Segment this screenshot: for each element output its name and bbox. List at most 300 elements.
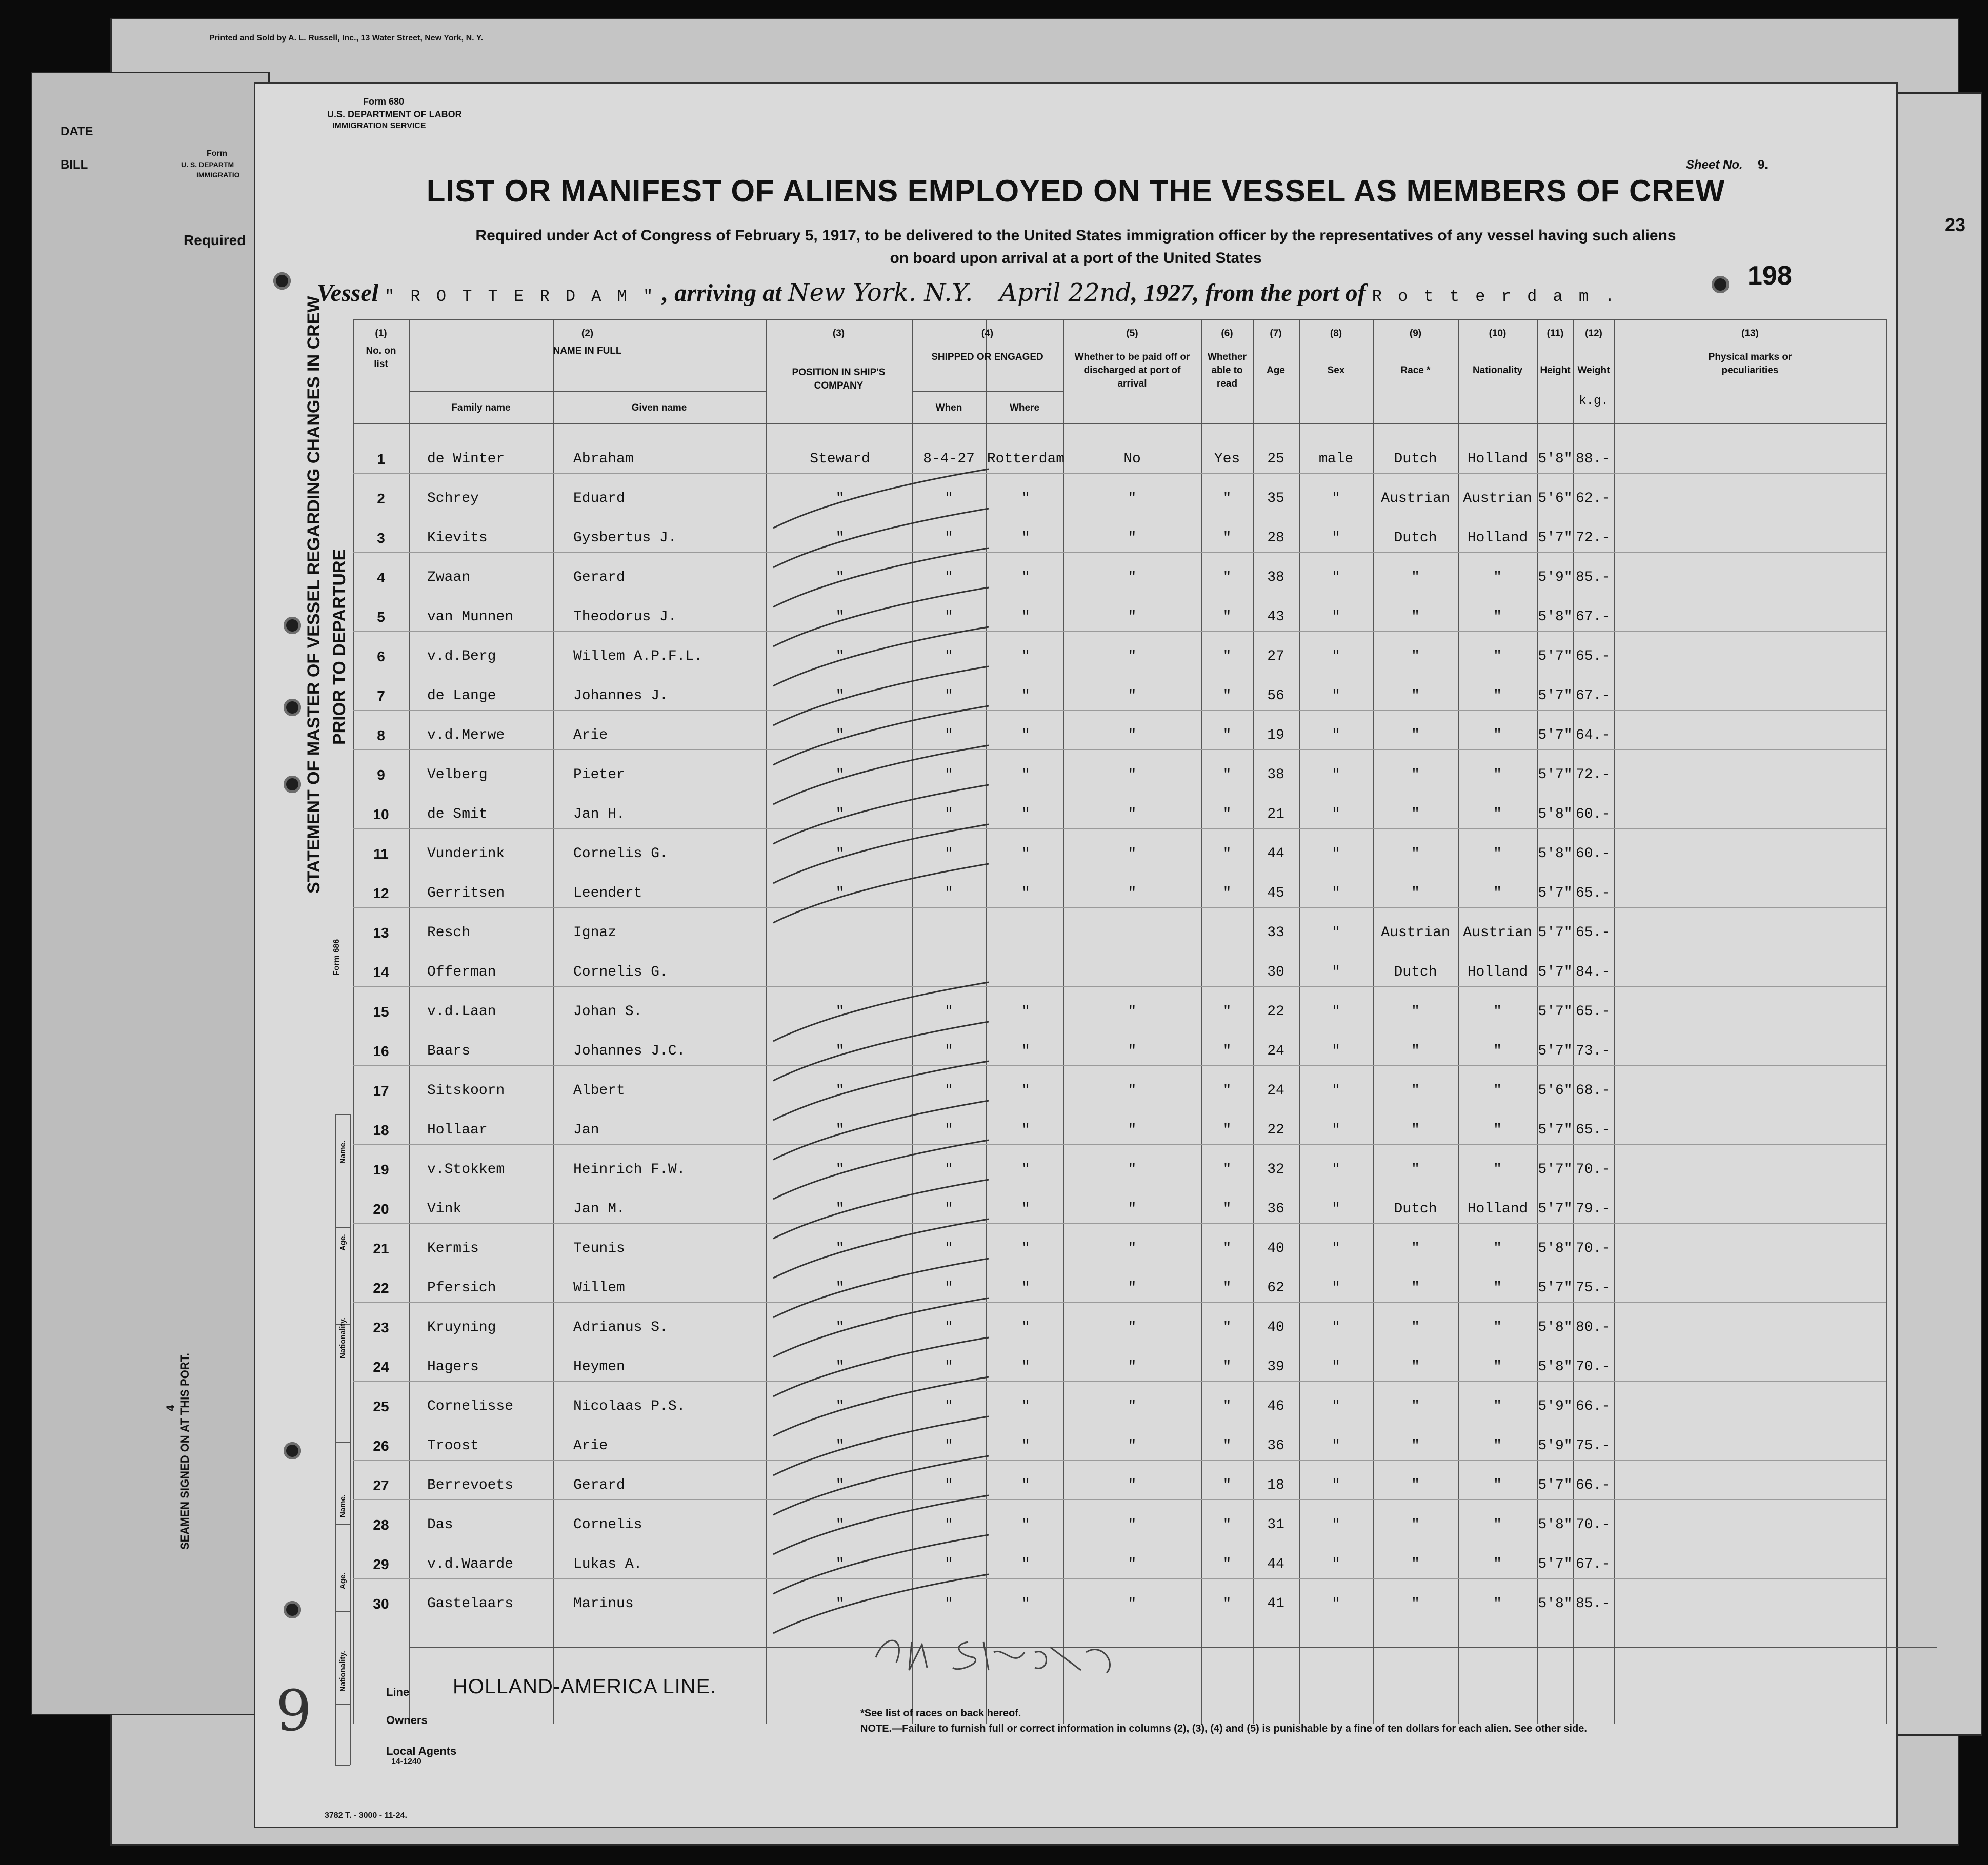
ditto-stroke bbox=[773, 1061, 989, 1120]
cell-no: 16 bbox=[373, 1043, 389, 1059]
col4-label: SHIPPED OR ENGAGED bbox=[931, 352, 1043, 362]
cell-when: " bbox=[945, 688, 953, 704]
cell-read: " bbox=[1222, 885, 1232, 901]
cell-age: 36 bbox=[1267, 1438, 1284, 1454]
ditto-stroke bbox=[773, 1219, 989, 1278]
cell-race: Dutch bbox=[1394, 530, 1437, 546]
cell-read: " bbox=[1222, 846, 1232, 862]
cell-family: v.Stokkem bbox=[427, 1162, 505, 1178]
col10-number: (10) bbox=[1489, 328, 1507, 339]
ditto-stroke bbox=[773, 824, 989, 883]
cell-race: Austrian bbox=[1381, 925, 1450, 941]
cell-given: Cornelis G. bbox=[573, 846, 668, 862]
cell-family: Resch bbox=[427, 925, 471, 941]
cell-nat: Austrian bbox=[1463, 491, 1532, 506]
box-label: Nationality. bbox=[338, 1317, 347, 1359]
cell-read: " bbox=[1222, 1596, 1232, 1612]
cell-where: " bbox=[1021, 1201, 1030, 1217]
cell-when: " bbox=[945, 530, 953, 546]
cell-position: " bbox=[835, 1201, 845, 1217]
cell-read: " bbox=[1222, 1162, 1232, 1178]
cell-height: 5'7" bbox=[1538, 1280, 1573, 1296]
ditto-stroke bbox=[773, 1377, 989, 1436]
cell-sex: " bbox=[1332, 846, 1340, 862]
cell-age: 32 bbox=[1267, 1162, 1284, 1178]
cell-family: Berrevoets bbox=[427, 1477, 514, 1493]
right-number: 23 bbox=[1945, 214, 1966, 235]
cell-when: " bbox=[945, 1280, 953, 1296]
col8-label: Sex bbox=[1327, 365, 1345, 376]
cell-family: Offerman bbox=[427, 964, 496, 980]
seamen-box-rule bbox=[335, 1765, 350, 1766]
cell-where: " bbox=[1021, 1004, 1030, 1020]
cell-family: Zwaan bbox=[427, 570, 471, 585]
cell-position: " bbox=[835, 1241, 845, 1256]
cell-when: " bbox=[945, 1004, 953, 1020]
cell-race: " bbox=[1411, 609, 1420, 625]
cell-race: " bbox=[1411, 1438, 1420, 1454]
cell-no: 23 bbox=[373, 1320, 389, 1335]
box-label: Age. bbox=[338, 1572, 347, 1589]
ditto-stroke bbox=[773, 745, 989, 804]
seamen-box-rule bbox=[335, 1611, 350, 1612]
cell-paid: " bbox=[1128, 1280, 1137, 1296]
cell-paid: " bbox=[1128, 1201, 1137, 1217]
cell-age: 28 bbox=[1267, 530, 1284, 546]
cell-given: Lukas A. bbox=[573, 1556, 642, 1572]
cell-age: 18 bbox=[1267, 1477, 1284, 1493]
cell-nat: " bbox=[1493, 885, 1502, 901]
cell-race: " bbox=[1411, 1556, 1420, 1572]
form-reference: Form 686 bbox=[332, 939, 341, 976]
cell-nat: " bbox=[1493, 1596, 1502, 1612]
line-label: Line bbox=[386, 1686, 410, 1698]
cell-nat: " bbox=[1493, 609, 1502, 625]
cell-given: Johannes J. bbox=[573, 688, 668, 704]
cell-sex: " bbox=[1332, 609, 1340, 625]
cell-position: " bbox=[835, 1517, 845, 1533]
cell-read: " bbox=[1222, 1398, 1232, 1414]
cell-nat: Holland bbox=[1467, 530, 1528, 546]
cell-height: 5'7" bbox=[1538, 1556, 1573, 1572]
cell-age: 19 bbox=[1267, 727, 1284, 743]
cell-paid: " bbox=[1128, 570, 1137, 585]
cell-paid: " bbox=[1128, 1083, 1137, 1099]
cell-sex: " bbox=[1332, 491, 1340, 506]
cell-read: " bbox=[1222, 1201, 1232, 1217]
cell-weight: 85.- bbox=[1576, 570, 1611, 585]
cell-read: " bbox=[1222, 570, 1232, 585]
cell-when: " bbox=[945, 727, 953, 743]
cell-nat: " bbox=[1493, 688, 1502, 704]
cell-paid: " bbox=[1128, 530, 1137, 546]
cell-when: 8-4-27 bbox=[923, 451, 975, 467]
cell-where: " bbox=[1021, 1241, 1030, 1256]
ditto-stroke bbox=[773, 1140, 989, 1199]
ditto-stroke bbox=[773, 627, 989, 686]
cell-paid: " bbox=[1128, 885, 1137, 901]
bill-label: BILL bbox=[61, 158, 88, 172]
seamen-box-rule bbox=[335, 1704, 350, 1705]
cell-nat: " bbox=[1493, 1162, 1502, 1178]
cell-sex: " bbox=[1332, 1241, 1340, 1256]
cell-nat: " bbox=[1493, 767, 1502, 783]
cell-no: 20 bbox=[373, 1201, 389, 1217]
col2-label: NAME IN FULL bbox=[553, 346, 622, 356]
cell-age: 62 bbox=[1267, 1280, 1284, 1296]
cell-weight: 79.- bbox=[1576, 1201, 1611, 1217]
where-header: Where bbox=[1009, 402, 1040, 413]
col9-number: (9) bbox=[1409, 328, 1422, 339]
seamen-box-rule bbox=[335, 1227, 350, 1228]
cell-age: 40 bbox=[1267, 1320, 1284, 1335]
cell-height: 5'8" bbox=[1538, 1596, 1573, 1612]
seamen-box-rule bbox=[335, 1114, 350, 1115]
cell-paid: " bbox=[1128, 846, 1137, 862]
cell-given: Marinus bbox=[573, 1596, 634, 1612]
cell-when: " bbox=[945, 1083, 953, 1099]
cell-race: " bbox=[1411, 1122, 1420, 1138]
cell-family: Hollaar bbox=[427, 1122, 488, 1138]
cell-sex: male bbox=[1318, 451, 1354, 467]
cell-paid: " bbox=[1128, 1556, 1137, 1572]
cell-given: Johannes J.C. bbox=[573, 1043, 686, 1059]
cell-sex: " bbox=[1332, 1556, 1340, 1572]
cell-read: " bbox=[1222, 1359, 1232, 1375]
cell-weight: 72.- bbox=[1576, 530, 1611, 546]
cell-nat: " bbox=[1493, 1556, 1502, 1572]
cell-no: 14 bbox=[373, 964, 389, 980]
ditto-stroke bbox=[773, 1535, 989, 1594]
cell-weight: 85.- bbox=[1576, 1596, 1611, 1612]
back-form-3: IMMIGRATIO bbox=[196, 171, 240, 179]
cell-read: " bbox=[1222, 1280, 1232, 1296]
cell-race: " bbox=[1411, 1359, 1420, 1375]
cell-position: " bbox=[835, 885, 845, 901]
cell-sex: " bbox=[1332, 1320, 1340, 1335]
cell-no: 7 bbox=[377, 688, 385, 704]
cell-given: Arie bbox=[573, 1438, 608, 1454]
cell-read: " bbox=[1222, 1122, 1232, 1138]
cell-no: 5 bbox=[377, 609, 385, 625]
seamen-box-rule bbox=[335, 1114, 336, 1765]
cell-position: " bbox=[835, 1122, 845, 1138]
cell-position: " bbox=[835, 1477, 845, 1493]
cell-paid: " bbox=[1128, 648, 1137, 664]
cell-nat: " bbox=[1493, 846, 1502, 862]
cell-read: " bbox=[1222, 530, 1232, 546]
col3-label: POSITION IN SHIP'S COMPANY bbox=[792, 367, 886, 391]
cell-family: Cornelisse bbox=[427, 1398, 514, 1414]
cell-nat: " bbox=[1493, 1004, 1502, 1020]
cell-race: " bbox=[1411, 767, 1420, 783]
cell-when: " bbox=[945, 570, 953, 585]
col5-number: (5) bbox=[1126, 328, 1138, 339]
cell-age: 24 bbox=[1267, 1083, 1284, 1099]
cell-read: " bbox=[1222, 1043, 1232, 1059]
cell-paid: " bbox=[1128, 1438, 1137, 1454]
cell-position: " bbox=[835, 688, 845, 704]
cell-age: 36 bbox=[1267, 1201, 1284, 1217]
cell-where: " bbox=[1021, 1596, 1030, 1612]
cell-where: " bbox=[1021, 806, 1030, 822]
col12-label: Weight bbox=[1577, 365, 1610, 376]
cell-nat: " bbox=[1493, 570, 1502, 585]
cell-when: " bbox=[945, 1162, 953, 1178]
col13-number: (13) bbox=[1741, 328, 1759, 339]
cell-position: " bbox=[835, 530, 845, 546]
cell-race: " bbox=[1411, 1241, 1420, 1256]
cell-no: 18 bbox=[373, 1122, 389, 1138]
cell-given: Arie bbox=[573, 727, 608, 743]
cell-nat: Austrian bbox=[1463, 925, 1532, 941]
ditto-strokes bbox=[255, 84, 1896, 1827]
cell-sex: " bbox=[1332, 1517, 1340, 1533]
vessel-label: Vessel bbox=[317, 279, 378, 307]
cell-weight: 68.- bbox=[1576, 1083, 1611, 1099]
races-note: *See list of races on back hereof. bbox=[860, 1708, 1021, 1719]
cell-when: " bbox=[945, 1596, 953, 1612]
col11-number: (11) bbox=[1547, 328, 1564, 339]
cell-where: " bbox=[1021, 1517, 1030, 1533]
cell-weight: 65.- bbox=[1576, 1004, 1611, 1020]
col2-number: (2) bbox=[581, 328, 594, 339]
cell-where: " bbox=[1021, 1162, 1030, 1178]
cell-paid: " bbox=[1128, 1596, 1137, 1612]
cell-given: Theodorus J. bbox=[573, 609, 677, 625]
form-number: Form 680 bbox=[363, 96, 405, 107]
cell-when: " bbox=[945, 491, 953, 506]
cell-weight: 60.- bbox=[1576, 846, 1611, 862]
ditto-stroke bbox=[773, 548, 989, 607]
cell-family: v.d.Merwe bbox=[427, 727, 505, 743]
cell-no: 3 bbox=[377, 530, 385, 546]
cell-height: 5'8" bbox=[1538, 1359, 1573, 1375]
cell-given: Pieter bbox=[573, 767, 625, 783]
cell-age: 56 bbox=[1267, 688, 1284, 704]
cell-family: v.d.Waarde bbox=[427, 1556, 514, 1572]
ditto-stroke bbox=[773, 785, 989, 844]
cell-where: " bbox=[1021, 609, 1030, 625]
col1-label: No. on list bbox=[366, 346, 396, 370]
cell-given: Gerard bbox=[573, 570, 625, 585]
cell-given: Cornelis bbox=[573, 1517, 642, 1533]
cell-given: Heinrich F.W. bbox=[573, 1162, 686, 1178]
arrival-date: April 22nd bbox=[999, 278, 1132, 307]
agents-label: Local Agents bbox=[386, 1745, 457, 1757]
cell-no: 25 bbox=[373, 1398, 389, 1414]
col6-label: Whether able to read bbox=[1208, 352, 1247, 389]
cell-where: " bbox=[1021, 1280, 1030, 1296]
col11-label: Height bbox=[1540, 365, 1571, 376]
cell-nat: " bbox=[1493, 1477, 1502, 1493]
cell-when: " bbox=[945, 1122, 953, 1138]
cell-no: 30 bbox=[373, 1596, 389, 1612]
cell-position: " bbox=[835, 1043, 845, 1059]
cell-given: Teunis bbox=[573, 1241, 625, 1256]
cell-race: " bbox=[1411, 1083, 1420, 1099]
cell-family: Baars bbox=[427, 1043, 471, 1059]
sheet-number: 9. bbox=[1758, 158, 1769, 172]
cell-no: 13 bbox=[373, 925, 389, 941]
family-name-header: Family name bbox=[451, 402, 511, 413]
cell-given: Ignaz bbox=[573, 925, 617, 941]
cell-when: " bbox=[945, 1320, 953, 1335]
col13-label: Physical marks or peculiarities bbox=[1708, 352, 1792, 376]
sheet-label: Sheet No. bbox=[1686, 158, 1743, 172]
print-code: 3782 T. - 3000 - 11-24. bbox=[325, 1811, 407, 1820]
col4-number: (4) bbox=[981, 328, 994, 339]
cell-race: " bbox=[1411, 885, 1420, 901]
cell-sex: " bbox=[1332, 767, 1340, 783]
date-label: DATE bbox=[61, 125, 93, 138]
cell-age: 30 bbox=[1267, 964, 1284, 980]
col1-number: (1) bbox=[375, 328, 387, 339]
cell-age: 31 bbox=[1267, 1517, 1284, 1533]
cell-weight: 70.- bbox=[1576, 1359, 1611, 1375]
ditto-stroke bbox=[773, 1495, 989, 1554]
cell-weight: 70.- bbox=[1576, 1241, 1611, 1256]
cell-given: Gysbertus J. bbox=[573, 530, 677, 546]
cell-family: Vunderink bbox=[427, 846, 505, 862]
ditto-stroke bbox=[773, 1574, 989, 1633]
cell-sex: " bbox=[1332, 925, 1340, 941]
cell-given: Heymen bbox=[573, 1359, 625, 1375]
cell-read: " bbox=[1222, 1320, 1232, 1335]
cell-no: 6 bbox=[377, 648, 385, 664]
cell-race: " bbox=[1411, 846, 1420, 862]
cell-where: " bbox=[1021, 846, 1030, 862]
cell-height: 5'7" bbox=[1538, 1201, 1573, 1217]
cell-no: 10 bbox=[373, 806, 389, 822]
cell-where: " bbox=[1021, 570, 1030, 585]
cell-position: " bbox=[835, 1359, 845, 1375]
cell-family: Kievits bbox=[427, 530, 488, 546]
cell-weight: 65.- bbox=[1576, 648, 1611, 664]
cell-position: " bbox=[835, 1083, 845, 1099]
cell-family: Gastelaars bbox=[427, 1596, 514, 1612]
box-label: Name. bbox=[338, 1494, 347, 1517]
cell-where: " bbox=[1021, 1477, 1030, 1493]
statement-label-2: PRIOR TO DEPARTURE bbox=[330, 549, 349, 745]
cell-position: " bbox=[835, 1004, 845, 1020]
cell-age: 25 bbox=[1267, 451, 1284, 467]
cell-no: 17 bbox=[373, 1083, 389, 1099]
cell-no: 22 bbox=[373, 1280, 389, 1296]
ditto-stroke bbox=[773, 587, 989, 646]
cell-height: 5'9" bbox=[1538, 1398, 1573, 1414]
box-label: Name. bbox=[338, 1140, 347, 1164]
cell-race: " bbox=[1411, 727, 1420, 743]
cell-nat: " bbox=[1493, 1320, 1502, 1335]
ditto-stroke bbox=[773, 864, 989, 923]
cell-when: " bbox=[945, 767, 953, 783]
cell-where: " bbox=[1021, 530, 1030, 546]
vessel-name: " R O T T E R D A M " bbox=[385, 287, 656, 306]
cell-sex: " bbox=[1332, 1122, 1340, 1138]
cell-when: " bbox=[945, 1398, 953, 1414]
cell-sex: " bbox=[1332, 530, 1340, 546]
cell-no: 4 bbox=[377, 570, 385, 585]
cell-nat: " bbox=[1493, 1043, 1502, 1059]
col12-number: (12) bbox=[1585, 328, 1602, 339]
cell-age: 45 bbox=[1267, 885, 1284, 901]
cell-position: " bbox=[835, 1398, 845, 1414]
cell-weight: 70.- bbox=[1576, 1162, 1611, 1178]
cell-paid: " bbox=[1128, 609, 1137, 625]
ditto-stroke bbox=[773, 1456, 989, 1515]
cell-position: " bbox=[835, 491, 845, 506]
cell-when: " bbox=[945, 885, 953, 901]
cell-family: v.d.Berg bbox=[427, 648, 496, 664]
cell-no: 9 bbox=[377, 767, 385, 783]
cell-nat: Holland bbox=[1467, 964, 1528, 980]
cell-no: 8 bbox=[377, 727, 385, 743]
arriving-label: , arriving at bbox=[662, 279, 782, 307]
cell-height: 5'8" bbox=[1538, 806, 1573, 822]
cell-sex: " bbox=[1332, 1359, 1340, 1375]
cell-given: Jan bbox=[573, 1122, 599, 1138]
cell-height: 5'7" bbox=[1538, 964, 1573, 980]
cell-sex: " bbox=[1332, 806, 1340, 822]
cell-race: " bbox=[1411, 1043, 1420, 1059]
cell-height: 5'7" bbox=[1538, 530, 1573, 546]
cell-position: " bbox=[835, 767, 845, 783]
cell-where: " bbox=[1021, 1043, 1030, 1059]
cell-family: Troost bbox=[427, 1438, 479, 1454]
cell-where: " bbox=[1021, 1556, 1030, 1572]
cell-nat: " bbox=[1493, 1438, 1502, 1454]
cell-sex: " bbox=[1332, 1398, 1340, 1414]
department: U.S. DEPARTMENT OF LABOR bbox=[327, 109, 462, 119]
cell-age: 41 bbox=[1267, 1596, 1284, 1612]
cell-no: 24 bbox=[373, 1359, 389, 1375]
col5-label: Whether to be paid off or discharged at port of arrival bbox=[1074, 352, 1190, 389]
cell-weight: 72.- bbox=[1576, 767, 1611, 783]
cell-position: " bbox=[835, 609, 845, 625]
cell-race: " bbox=[1411, 806, 1420, 822]
cell-when: " bbox=[945, 1477, 953, 1493]
cell-nat: " bbox=[1493, 1241, 1502, 1256]
cell-given: Jan M. bbox=[573, 1201, 625, 1217]
cell-paid: " bbox=[1128, 1398, 1137, 1414]
cell-when: " bbox=[945, 1043, 953, 1059]
cell-sex: " bbox=[1332, 1004, 1340, 1020]
ditto-stroke bbox=[773, 982, 989, 1041]
cell-read: " bbox=[1222, 609, 1232, 625]
cell-when: " bbox=[945, 1241, 953, 1256]
back-required: Required bbox=[184, 232, 246, 248]
cell-age: 22 bbox=[1267, 1122, 1284, 1138]
page-title: LIST OR MANIFEST OF ALIENS EMPLOYED ON THE VESSEL AS MEMBERS OF CREW bbox=[426, 174, 1725, 208]
cell-race: " bbox=[1411, 1320, 1420, 1335]
cell-weight: 88.- bbox=[1576, 451, 1611, 467]
cell-age: 27 bbox=[1267, 648, 1284, 664]
cell-no: 11 bbox=[373, 846, 389, 862]
cell-weight: 62.- bbox=[1576, 491, 1611, 506]
cell-height: 5'8" bbox=[1538, 1517, 1573, 1533]
cell-race: " bbox=[1411, 1517, 1420, 1533]
owners-label: Owners bbox=[386, 1714, 428, 1727]
cell-family: Kermis bbox=[427, 1241, 479, 1256]
cell-height: 5'8" bbox=[1538, 451, 1573, 467]
cell-height: 5'7" bbox=[1538, 1477, 1573, 1493]
cell-height: 5'8" bbox=[1538, 846, 1573, 862]
cell-position: " bbox=[835, 570, 845, 585]
cell-given: Willem A.P.F.L. bbox=[573, 648, 703, 664]
cell-no: 2 bbox=[377, 491, 385, 506]
cell-paid: " bbox=[1128, 1320, 1137, 1335]
